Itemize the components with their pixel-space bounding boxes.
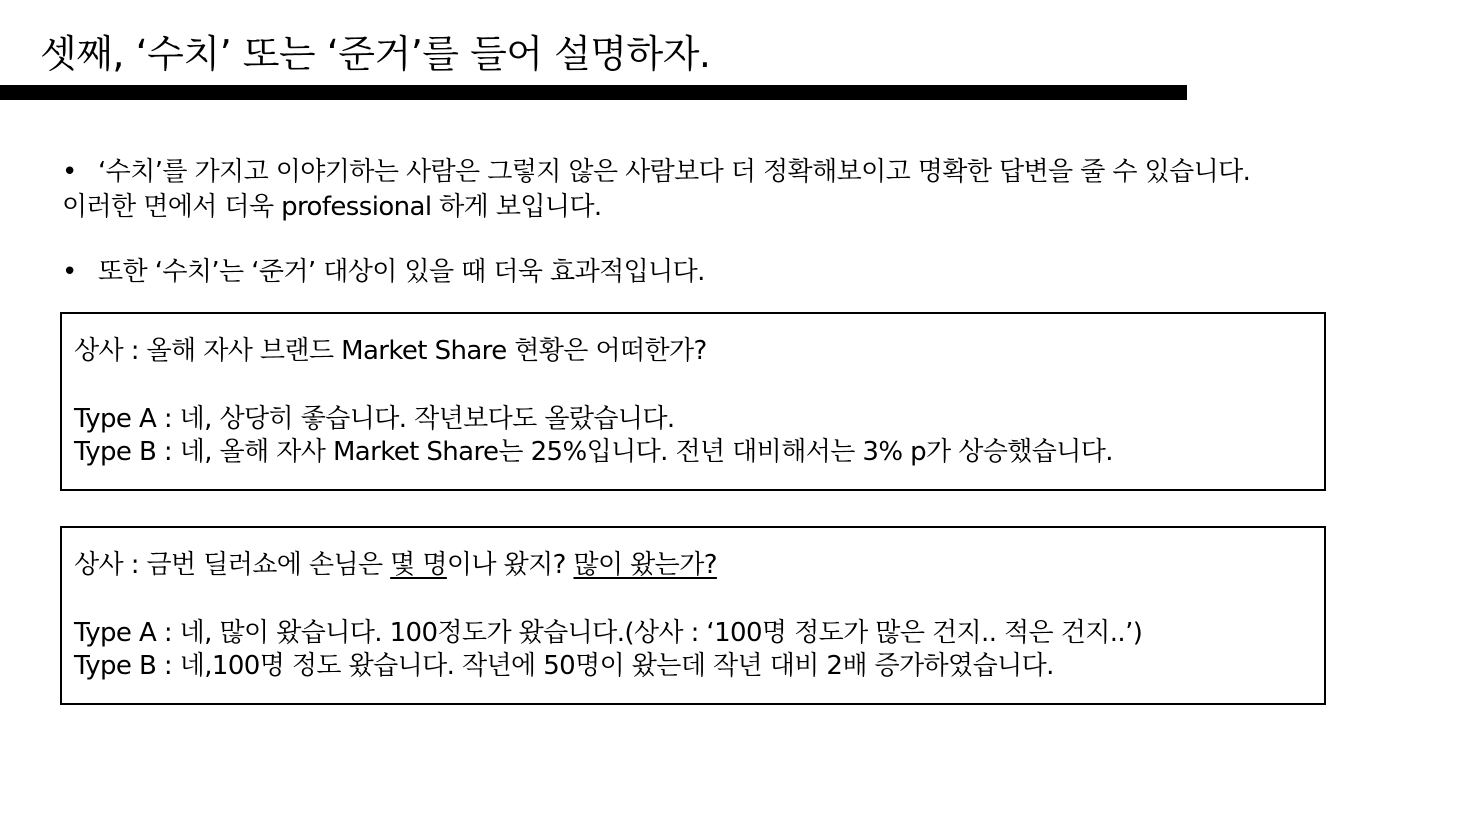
bullet-1-line-1 — [62, 155, 1250, 190]
title-underline-bar — [0, 85, 1187, 100]
question-middle: 이나 왔지? — [446, 550, 574, 580]
question-prefix: 상사 : 금번 딜러쇼에 손님은 — [74, 550, 391, 580]
bullet-1-text: ‘수치’를 가지고 이야기하는 사람은 그렇지 않은 사람보다 더 정확해보이고 명확한 답변을 줄 수 있습니다. — [98, 157, 1251, 187]
bullet-2-text: 또한 ‘수치’는 ‘준거’ 대상이 있을 때 더욱 효과적입니다. — [98, 257, 705, 287]
type-a-answer: Type A : 네, 많이 왔습니다. 100정도가 왔습니다.(상사 : ‘100명 정도가 많은 건지.. 적은 건지..’) — [74, 618, 1143, 648]
dialog-box-market-share — [60, 312, 1326, 491]
type-b-answer: Type B : 네,100명 정도 왔습니다. 작년에 50명이 왔는데 작년 대비 2배 증가하였습니다. — [74, 651, 1054, 681]
bullet-item-2 — [62, 255, 705, 290]
underlined-phrase-many-came: 많이 왔는가? — [573, 550, 717, 580]
bullet-marker: • — [62, 157, 77, 187]
bullet-marker: • — [62, 257, 77, 287]
slide-title: 셋째, ‘수치’ 또는 ‘준거’를 들어 설명하자. — [40, 32, 711, 76]
boss-question: 상사 : 올해 자사 브랜드 Market Share 현황은 어떠한가? — [74, 336, 707, 366]
dialog-box-dealer-show — [60, 526, 1326, 705]
bullet-1-line-2: 이러한 면에서 더욱 professional 하게 보입니다. — [62, 192, 602, 222]
bullet-item-1 — [62, 155, 1250, 225]
spacer — [74, 582, 1324, 617]
type-b-answer: Type B : 네, 올해 자사 Market Share는 25%입니다. 전년 대비해서는 3% p가 상승했습니다. — [74, 437, 1113, 467]
boss-question — [74, 549, 1324, 582]
spacer — [74, 368, 1324, 403]
type-a-answer: Type A : 네, 상당히 좋습니다. 작년보다도 올랐습니다. — [74, 404, 675, 434]
underlined-phrase-how-many: 몇 명 — [390, 550, 447, 580]
